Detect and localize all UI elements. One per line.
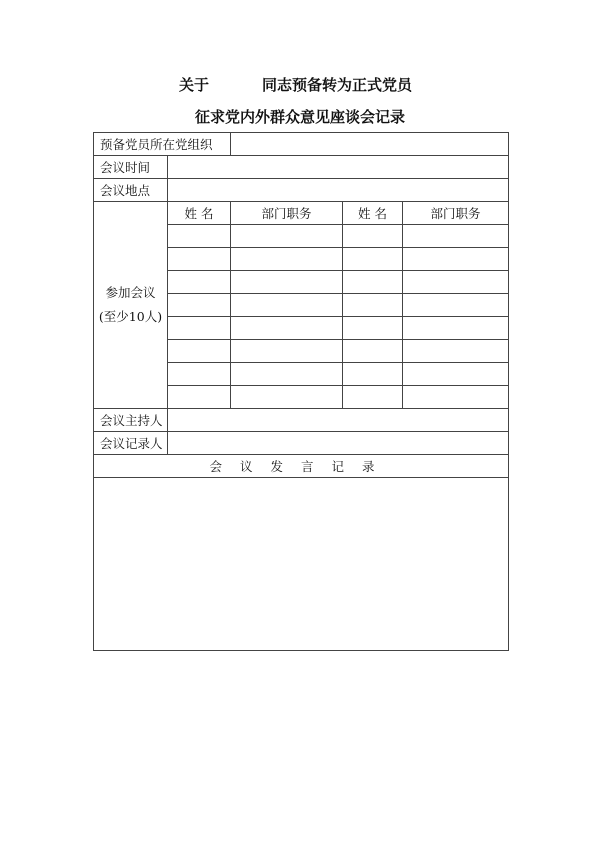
time-label: 会议时间	[94, 156, 168, 179]
attendee-name-cell[interactable]	[343, 294, 403, 317]
attendee-header-row	[94, 202, 509, 225]
title-suffix: 同志预备转为正式党员	[262, 76, 413, 94]
recorder-label: 会议记录人	[94, 432, 168, 455]
attendee-name-cell[interactable]	[168, 340, 231, 363]
attendee-name-cell[interactable]	[343, 317, 403, 340]
attendee-name-cell[interactable]	[343, 225, 403, 248]
attendees-label	[94, 202, 168, 409]
host-label: 会议主持人	[94, 409, 168, 432]
notes-area[interactable]	[94, 478, 509, 651]
col-header-name: 姓 名	[168, 202, 231, 225]
recorder-row	[94, 432, 509, 455]
attendee-dept-cell[interactable]	[403, 340, 509, 363]
attendee-name-cell[interactable]	[343, 386, 403, 409]
attendee-dept-cell[interactable]	[231, 363, 343, 386]
time-field[interactable]	[168, 156, 509, 179]
attendee-dept-cell[interactable]	[231, 225, 343, 248]
title-prefix: 关于	[179, 76, 210, 94]
attendee-name-cell[interactable]	[168, 248, 231, 271]
attendees-label-line2: (至少10人)	[98, 309, 163, 324]
attendee-dept-cell[interactable]	[403, 225, 509, 248]
attendee-dept-cell[interactable]	[231, 248, 343, 271]
host-row	[94, 409, 509, 432]
attendee-dept-cell[interactable]	[403, 294, 509, 317]
col-header-name: 姓 名	[343, 202, 403, 225]
attendee-dept-cell[interactable]	[231, 317, 343, 340]
col-header-dept: 部门职务	[403, 202, 509, 225]
attendee-dept-cell[interactable]	[403, 248, 509, 271]
attendee-name-cell[interactable]	[168, 294, 231, 317]
attendee-name-cell[interactable]	[343, 363, 403, 386]
attendee-name-cell[interactable]	[168, 386, 231, 409]
org-label: 预备党员所在党组织	[94, 133, 231, 156]
attendee-dept-cell[interactable]	[231, 340, 343, 363]
meeting-record-form	[93, 132, 509, 651]
place-row	[94, 179, 509, 202]
place-label: 会议地点	[94, 179, 168, 202]
attendee-name-cell[interactable]	[168, 225, 231, 248]
attendee-name-cell[interactable]	[168, 317, 231, 340]
attendee-dept-cell[interactable]	[403, 271, 509, 294]
attendee-name-cell[interactable]	[168, 363, 231, 386]
notes-header: 会议发言记录	[94, 455, 509, 478]
attendee-dept-cell[interactable]	[231, 386, 343, 409]
org-row	[94, 133, 509, 156]
time-row	[94, 156, 509, 179]
org-field[interactable]	[231, 133, 509, 156]
host-field[interactable]	[168, 409, 509, 432]
attendee-dept-cell[interactable]	[403, 363, 509, 386]
attendee-name-cell[interactable]	[168, 271, 231, 294]
attendee-name-cell[interactable]	[343, 340, 403, 363]
col-header-dept: 部门职务	[231, 202, 343, 225]
notes-row	[94, 478, 509, 651]
attendee-dept-cell[interactable]	[231, 294, 343, 317]
attendee-dept-cell[interactable]	[403, 386, 509, 409]
attendee-dept-cell[interactable]	[231, 271, 343, 294]
form-title-line2: 征求党内外群众意见座谈会记录	[194, 108, 405, 126]
place-field[interactable]	[168, 179, 509, 202]
attendees-label-line1: 参加会议	[105, 285, 156, 300]
attendee-dept-cell[interactable]	[403, 317, 509, 340]
recorder-field[interactable]	[168, 432, 509, 455]
attendee-name-cell[interactable]	[343, 248, 403, 271]
attendee-name-cell[interactable]	[343, 271, 403, 294]
notes-header-row	[94, 455, 509, 478]
